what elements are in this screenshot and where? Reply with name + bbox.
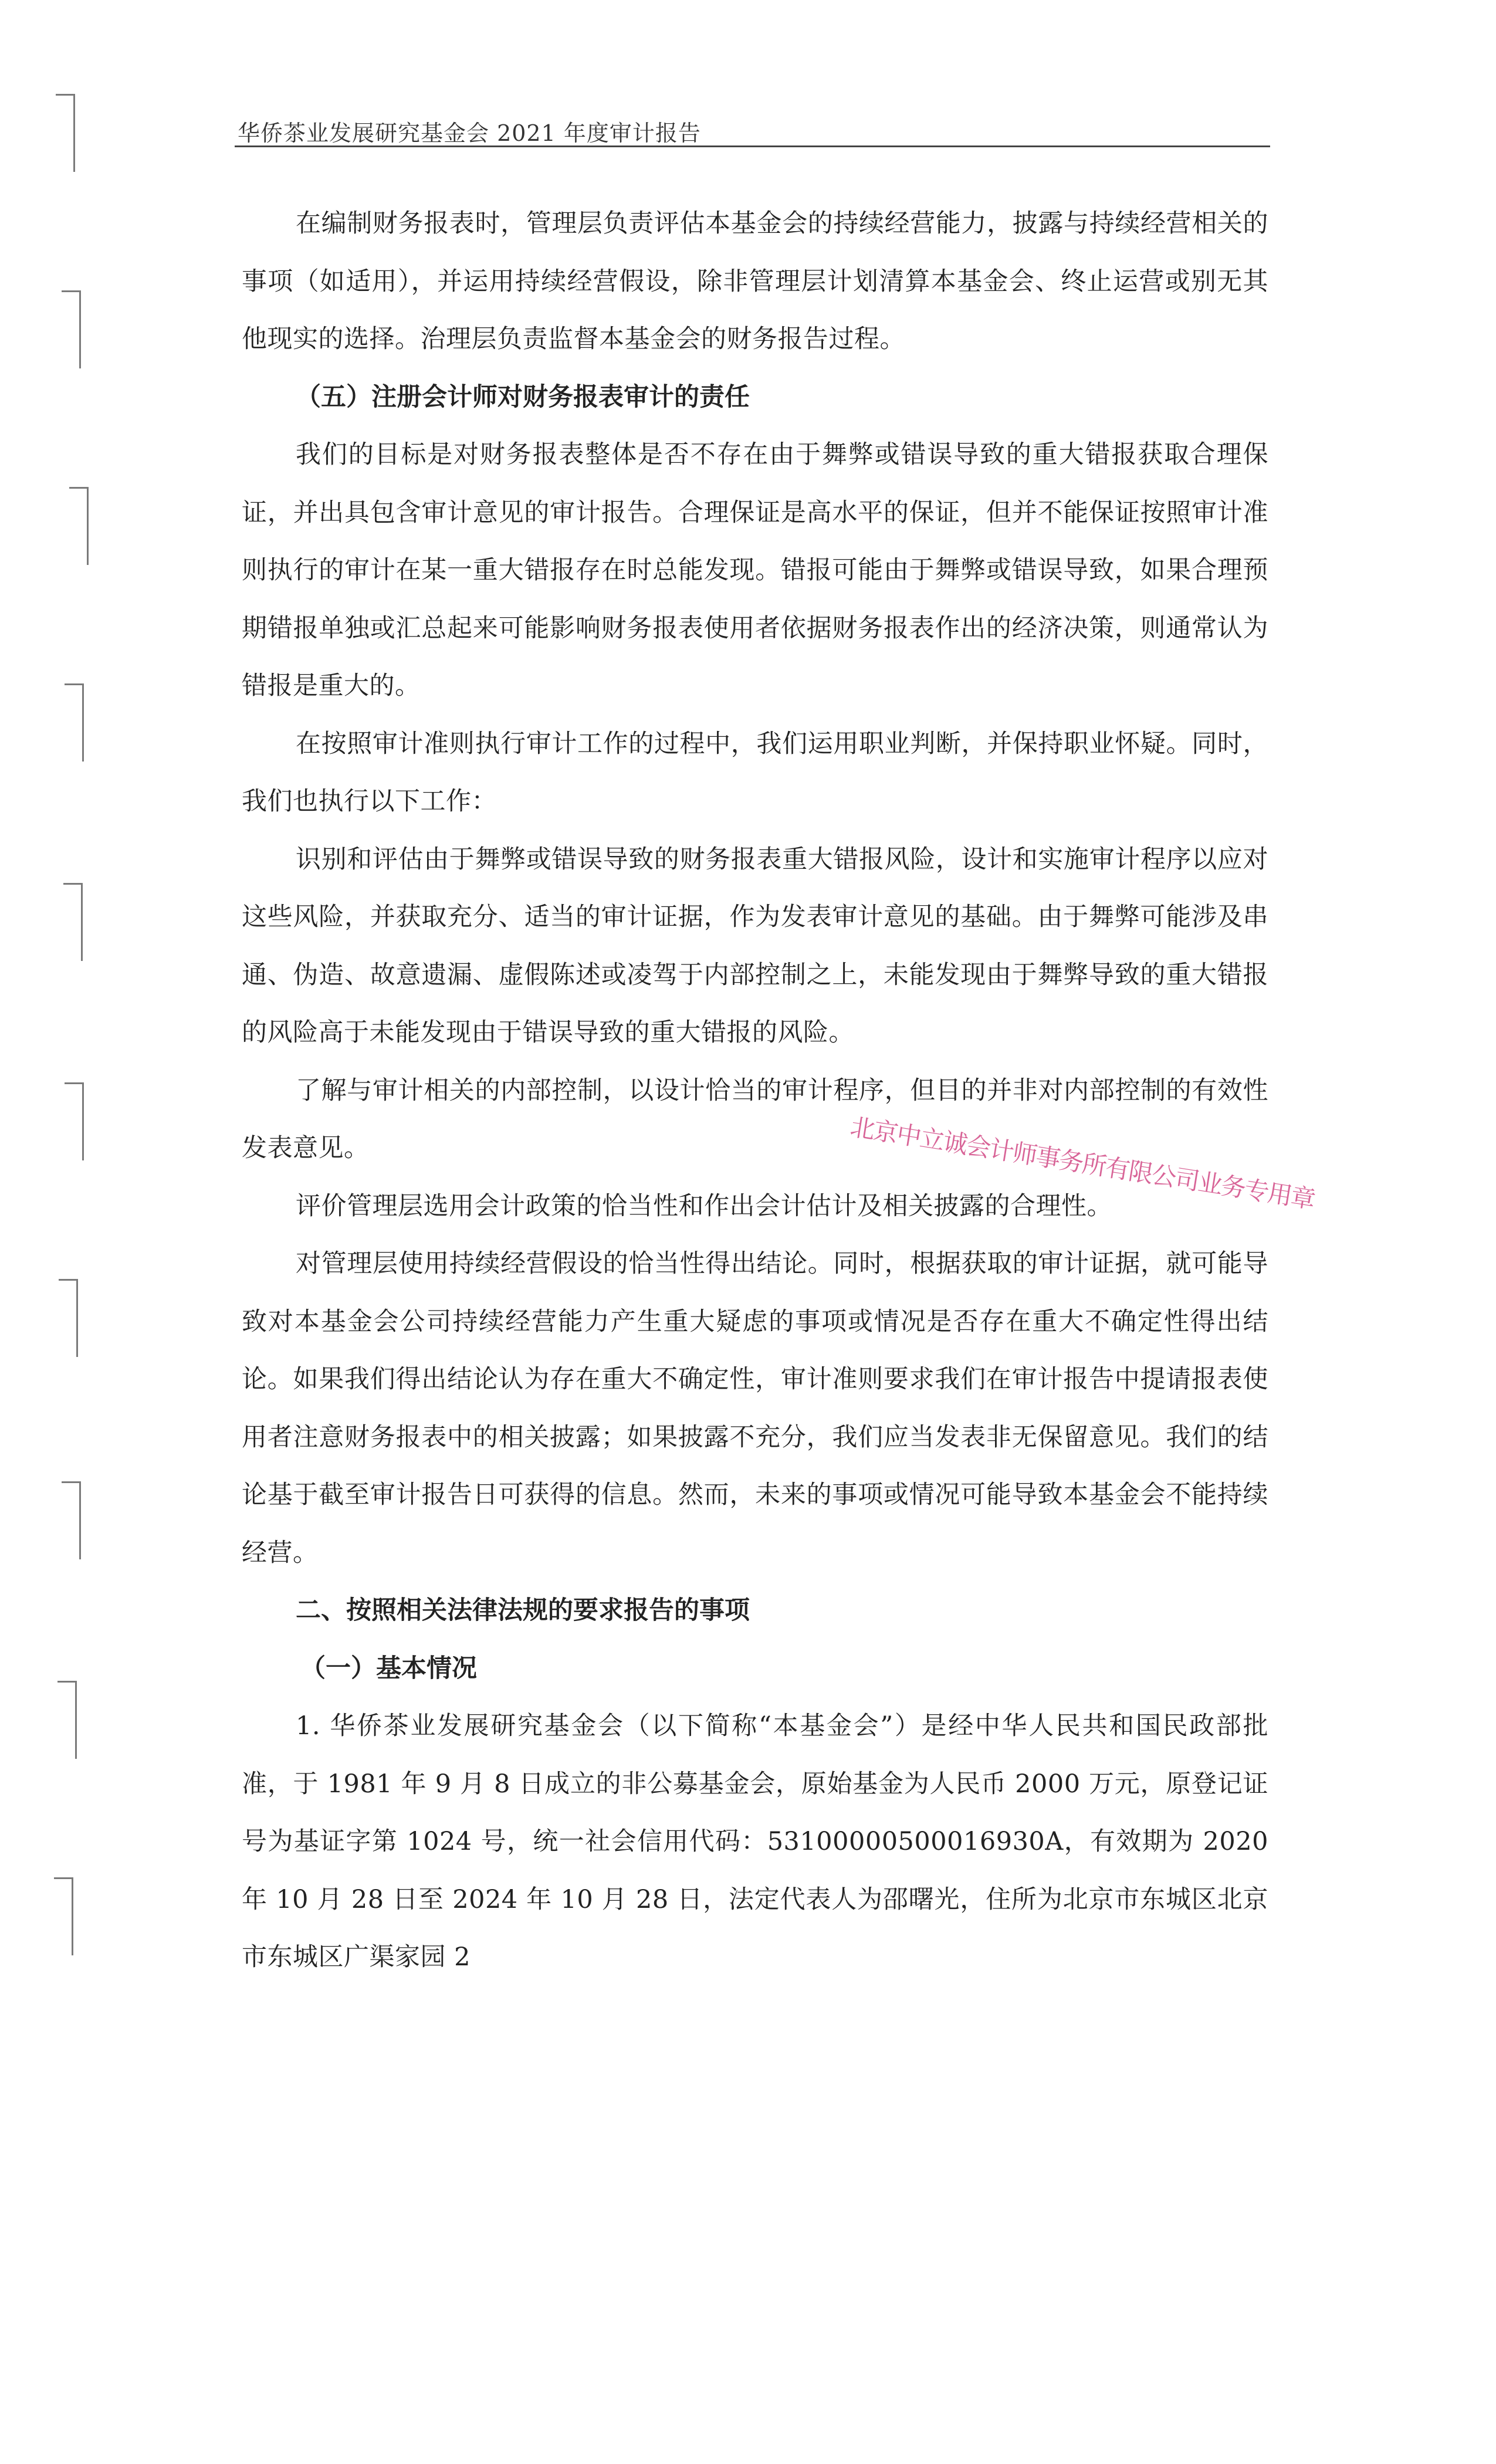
paragraph-internal-control: 了解与审计相关的内部控制，以设计恰当的审计程序，但目的并非对内部控制的有效性发表意见。 [242, 1075, 1268, 1163]
binding-mark [65, 1082, 84, 1160]
report-body [242, 195, 1268, 1986]
binding-mark [69, 487, 89, 565]
binding-mark [56, 94, 75, 172]
section-heading-auditor-responsibility: （五）注册会计师对财务报表审计的责任 [296, 382, 750, 412]
binding-edge [0, 0, 129, 2024]
section-heading-legal-requirements: 二、按照相关法律法规的要求报告的事项 [296, 1596, 750, 1625]
report-header-title: 华侨茶业发展研究基金会 2021 年度审计报告 [238, 120, 701, 146]
paragraph-audit-objective: 我们的目标是对财务报表整体是否不存在由于舞弊或错误导致的重大错报获取合理保证，并出具包含审计意见的审计报告。合理保证是高水平的保证，但并不能保证按照审计准则执行的审计在某一重大错报存在时总能发现。错报可能由于舞弊或错误导致，如果合理预期错报单独或汇总起来可能影响财务报表使用者依据财务报表作出的经济决策，则通常认为错报是重大的。 [242, 440, 1268, 700]
header-divider [235, 145, 1270, 147]
binding-mark [54, 1877, 73, 1955]
binding-mark [62, 1481, 81, 1559]
binding-mark [59, 1279, 78, 1357]
binding-mark [65, 683, 84, 761]
binding-mark [57, 1681, 77, 1759]
binding-mark [62, 290, 81, 368]
paragraph-foundation-info: 1. 华侨茶业发展研究基金会（以下简称“本基金会”）是经中华人民共和国民政部批准，于 1981 年 9 月 8 日成立的非公募基金会，原始基金为人民币 2000 万元，原登记证号为基证字第 1024 号，统一社会信用代码：53100000500016930A，有效期为 2020 年 10 月 28 日至 2024 年 10 月 28 日，法定代表人为邵曙光，住所为北京市东城区北京市东城区广渠家园 2 [242, 1711, 1268, 1972]
firm-seal-stamp: 北京中立诚会计师事务所有限公司业务专用章 [848, 1112, 1316, 1214]
subsection-heading-basic-info: （一）基本情况 [300, 1653, 477, 1683]
paragraph-risk-assessment: 识别和评估由于舞弊或错误导致的财务报表重大错报风险，设计和实施审计程序以应对这些风险，并获取充分、适当的审计证据，作为发表审计意见的基础。由于舞弊可能涉及串通、伪造、故意遗漏、虚假陈述或凌驾于内部控制之上，未能发现由于舞弊导致的重大错报的风险高于未能发现由于错误导致的重大错报的风险。 [242, 844, 1268, 1047]
paragraph-going-concern: 在编制财务报表时，管理层负责评估本基金会的持续经营能力，披露与持续经营相关的事项（如适用），并运用持续经营假设，除非管理层计划清算本基金会、终止运营或别无其他现实的选择。治理层负责监督本基金会的财务报告过程。 [242, 209, 1268, 354]
paragraph-going-concern-conclusion: 对管理层使用持续经营假设的恰当性得出结论。同时，根据获取的审计证据，就可能导致对本基金会公司持续经营能力产生重大疑虑的事项或情况是否存在重大不确定性得出结论。如果我们得出结论认为存在重大不确定性，审计准则要求我们在审计报告中提请报表使用者注意财务报表中的相关披露；如果披露不充分，我们应当发表非无保留意见。我们的结论基于截至审计报告日可获得的信息。然而，未来的事项或情况可能导致本基金会不能持续经营。 [242, 1249, 1268, 1568]
paragraph-accounting-policies: 评价管理层选用会计政策的恰当性和作出会计估计及相关披露的合理性。 [296, 1191, 1112, 1221]
binding-mark [63, 883, 83, 961]
paragraph-professional-judgment: 在按照审计准则执行审计工作的过程中，我们运用职业判断，并保持职业怀疑。同时，我们也执行以下工作： [242, 729, 1268, 816]
